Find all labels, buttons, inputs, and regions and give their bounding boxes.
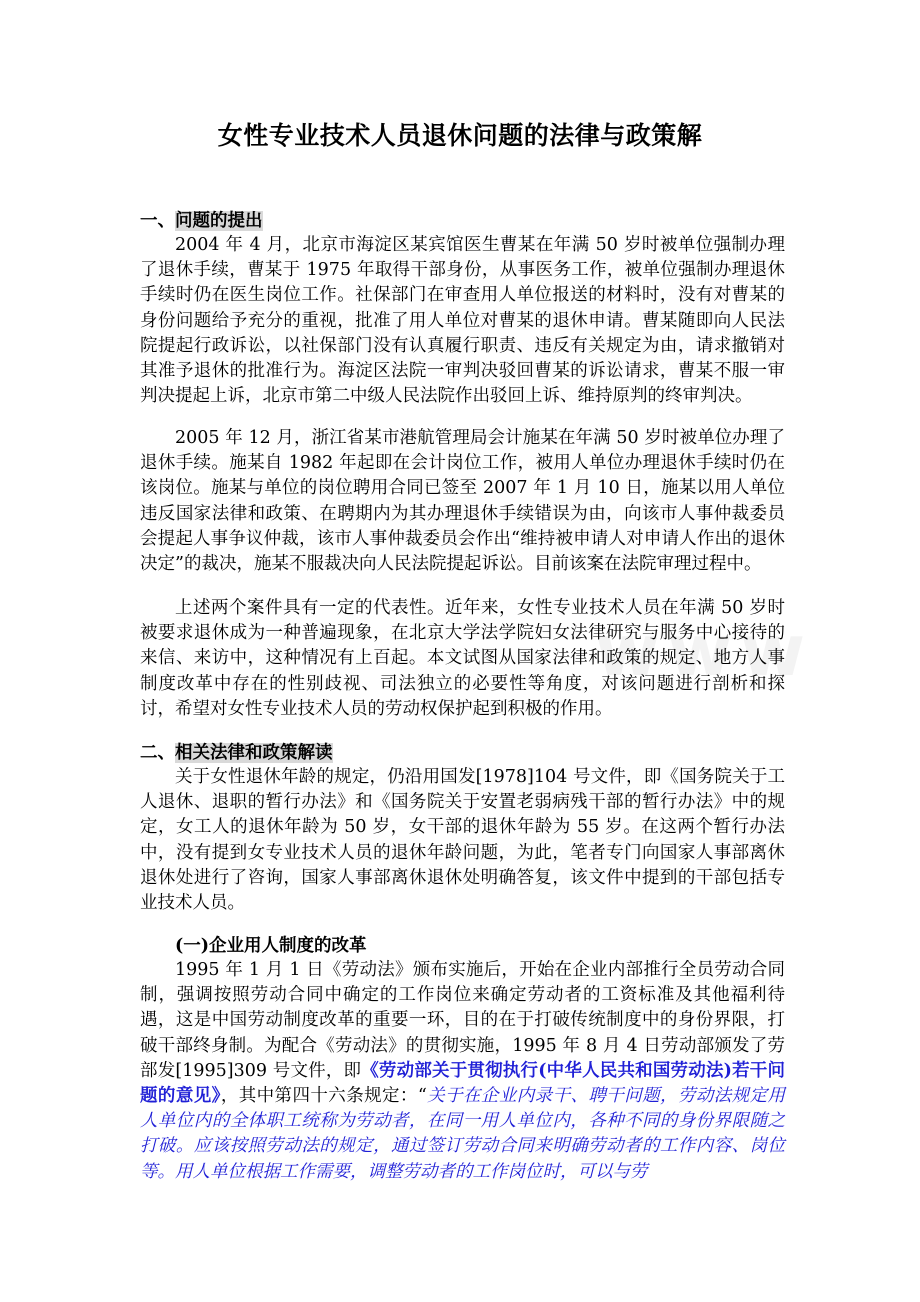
- paragraph: 2004 年 4 月，北京市海淀区某宾馆医生曹某在年满 50 岁时被单位强制办理了退休手续，曹某于 1975 年取得干部身份，从事医务工作，被单位强制办理退休手续时仍在医生岗位工作。社保部门在审查用人单位报送的材料时，没有对曹某的身份问题给予充分的重视，批准了用人单位对曹某的退休申请。曹某随即向人民法院提起行政诉讼，以社保部门没有认真履行职责、违反有关规定为由，请求撤销对其准予退休的批准行为。海淀区法院一审判决驳回曹某的诉讼请求，曹某不服一审判决提起上诉，北京市第二中级人民法院作出驳回上诉、维持原判的终审判决。: [140, 235, 785, 407]
- section-number: 一、: [140, 211, 175, 231]
- paragraph-text: 1995 年 1 月 1 日《劳动法》颁布实施后，开始在企业内部推行全员劳动合同制，强调按照劳动合同中确定的工作岗位来确定劳动者的工资标准及其他福利待遇，这是中国劳动制度改革的重要一环，目的在于打破传统制度中的身份界限，打破干部终身制。为配合《劳动法》的贯彻实施，1995 年 8 月 4 日劳动部颁发了劳部发[1995]309 号文件，即: [140, 960, 785, 1081]
- section-number: 二、: [140, 743, 175, 763]
- paragraph: [140, 958, 785, 1185]
- section-heading-2: [140, 739, 333, 764]
- section-title: 相关法律和政策解读: [175, 743, 333, 763]
- watermark: www: [595, 610, 814, 692]
- document-title: 女性专业技术人员退休问题的法律与政策解: [217, 121, 703, 150]
- quoted-clause: 关于在企业内录干、聘干问题，劳动法规定用人单位内的全体职工统称为劳动者，在同一用人单位内，各种不同的身份界限随之打破。应该按照劳动法的规定，通过签订劳动合同来明确劳动者的工作内容、岗位等。用人单位根据工作需要，调整劳动者的工作岗位时，可以与劳: [140, 1086, 786, 1182]
- subsection-heading: (一)企业用人制度的改革: [175, 936, 367, 956]
- section-title: 问题的提出: [175, 211, 263, 231]
- paragraph: 2005 年 12 月，浙江省某市港航管理局会计施某在年满 50 岁时被单位办理了退休手续。施某自 1982 年起即在会计岗位工作，被用人单位办理退休手续时仍在该岗位。施某与单位的岗位聘用合同已签至 2007 年 1 月 10 日，施某以用人单位违反国家法律和政策、在聘期内为其办理退休手续错误为由，向该市人事仲裁委员会提起人事争议仲裁，该市人事仲裁委员会作出“维持被申请人对申请人作出的退休决定”的裁决，施某不服裁决向人民法院提起诉讼。目前该案在法院审理过程中。: [140, 428, 785, 575]
- regulation-reference: 《劳动部关于贯彻执行(中华人民共和国劳动法)若干问题的意见》: [140, 1060, 786, 1107]
- paragraph: 上述两个案件具有一定的代表性。近年来，女性专业技术人员在年满 50 岁时被要求退休成为一种普遍现象，在北京大学法学院妇女法律研究与服务中心接待的来信、来访中，这种情况有上百起。本文试图从国家法律和政策的规定、地方人事制度改革中存在的性别歧视、司法独立的必要性等角度，对该问题进行剖析和探讨，希望对女性专业技术人员的劳动权保护起到积极的作用。: [140, 598, 785, 719]
- paragraph: 关于女性退休年龄的规定，仍沿用国发[1978]104 号文件，即《国务院关于工人退休、退职的暂行办法》和《国务院关于安置老弱病残干部的暂行办法》中的规定，女工人的退休年龄为 50 岁，女干部的退休年龄为 55 岁。在这两个暂行办法中，没有提到女专业技术人员的退休年龄问题，为此，笔者专门向国家人事部离休退休处进行了咨询，国家人事部离休退休处明确答复，该文件中提到的干部包括专业技术人员。: [140, 767, 785, 914]
- section-heading-1: [140, 207, 263, 232]
- paragraph-text: ，其中第四十六条规定：“: [220, 1086, 427, 1107]
